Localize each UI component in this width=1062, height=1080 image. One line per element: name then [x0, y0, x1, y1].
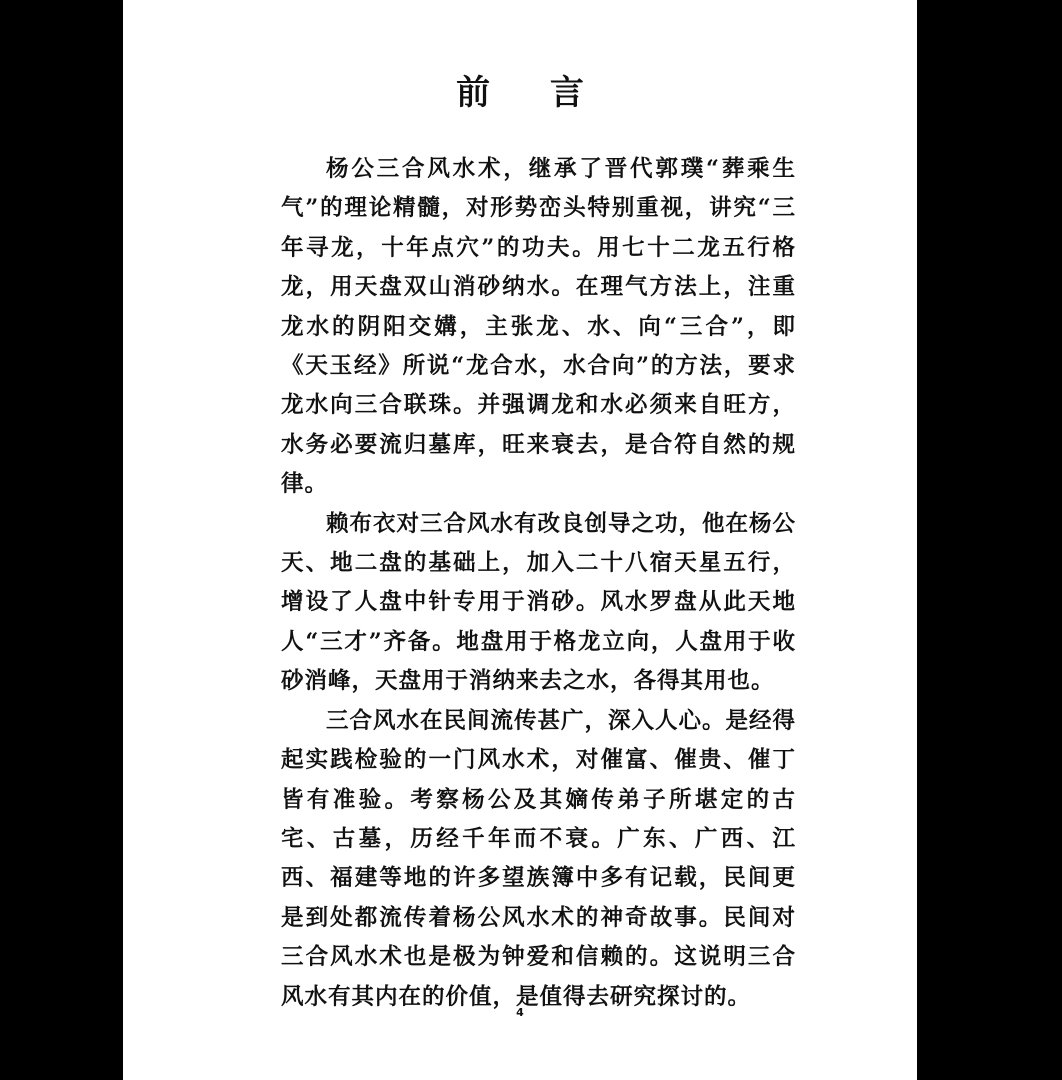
paragraph: 三合风水在民间流传甚广，深入人心。是经得起实践检验的一门风水术，对催富、催贵、催丁皆有准验。考察杨公及其嫡传弟子所堪定的古宅、古墓，历经千年而不衰。广东、广西、江西、福建等地的许多望族簿中多有记载，民间更是到处都流传着杨公风水术的神奇故事。民间对三合风水术也是极为钟爱和信赖的。这说明三合风水有其内在的价值，是值得去研究探讨的。 [281, 707, 797, 1010]
page-title: 前 言 [456, 73, 608, 113]
page-number: 4 [516, 1006, 524, 1019]
paragraph: 赖布衣对三合风水有改良创导之功，他在杨公天、地二盘的基础上，加入二十八宿天星五行，增设了人盘中针专用于消砂。风水罗盘从此天地人“三才”齐备。地盘用于格龙立向，人盘用于收砂消峰，天盘用于消纳来去之水，各得其用也。 [281, 510, 797, 695]
document-page [123, 0, 917, 1080]
paragraph: 杨公三合风水术，继承了晋代郭璞“葬乘生气”的理论精髓，对形势峦头特别重视，讲究“三年寻龙，十年点穴”的功夫。用七十二龙五行格龙，用天盘双山消砂纳水。在理气方法上，注重龙水的阴阳交媾，主张龙、水、向“三合”，即《天玉经》所说“龙合水，水合向”的方法，要求龙水向三合联珠。并强调龙和水必须来自旺方，水务必要流归墓库，旺来衰去，是合符自然的规律。 [281, 156, 796, 498]
page-body [281, 150, 796, 1017]
